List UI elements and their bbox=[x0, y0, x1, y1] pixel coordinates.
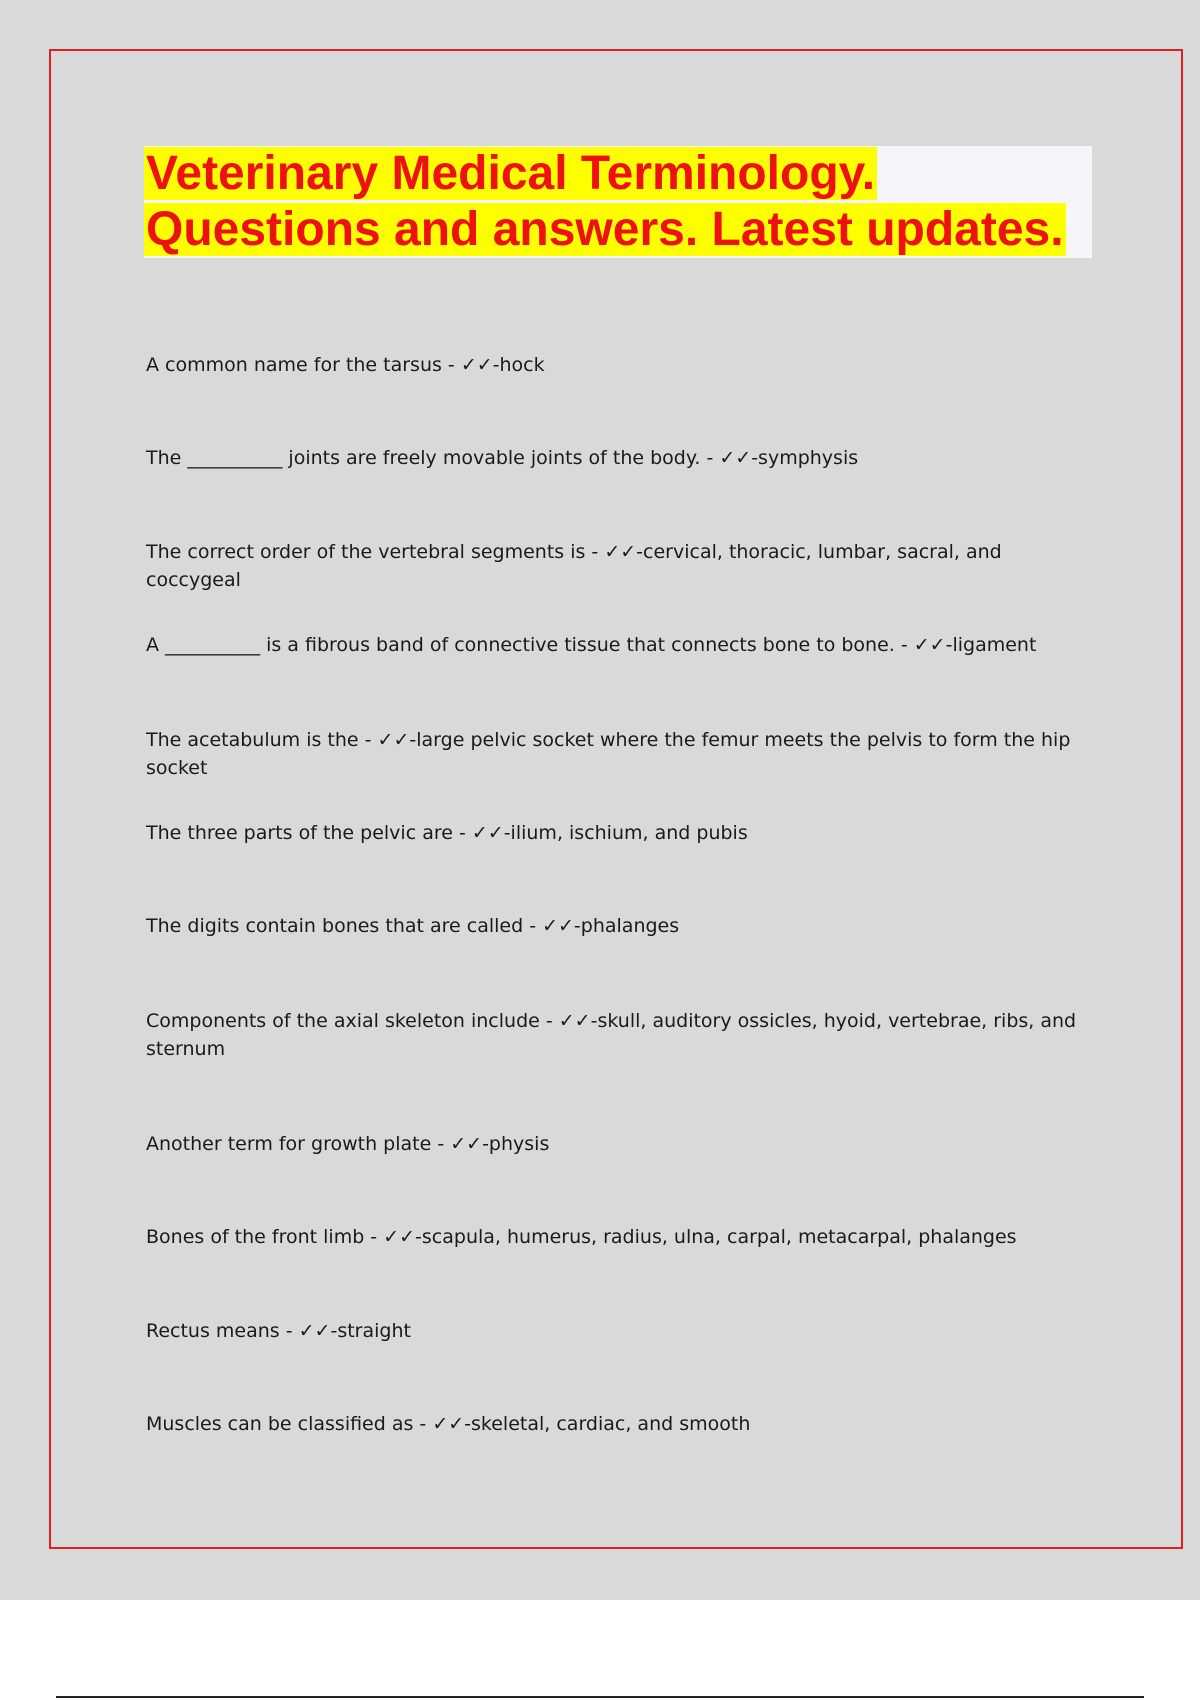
qa-item: The three parts of the pelvic are - ✓✓-ilium, ischium, and pubis bbox=[146, 822, 748, 844]
qa-item: A common name for the tarsus - ✓✓-hock bbox=[146, 354, 545, 376]
title-line-2-text: Questions and answers. Latest updates. bbox=[146, 203, 1064, 256]
qa-item: A __________ is a fibrous band of connective tissue that connects bone to bone. - ✓✓-ligament bbox=[146, 634, 1037, 656]
title-line-1-text: Veterinary Medical Terminology. bbox=[146, 147, 876, 200]
title-line-1 bbox=[144, 146, 877, 202]
qa-item: Components of the axial skeleton include - ✓✓-skull, auditory ossicles, hyoid, vertebrae, ribs, and sternum bbox=[146, 1010, 1077, 1060]
qa-item: The __________ joints are freely movable joints of the body. - ✓✓-symphysis bbox=[146, 447, 859, 469]
document-title bbox=[144, 146, 1092, 258]
bottom-rule bbox=[56, 1696, 1144, 1698]
qa-item: The digits contain bones that are called - ✓✓-phalanges bbox=[146, 915, 680, 937]
title-line-2 bbox=[144, 202, 1066, 258]
qa-item: The correct order of the vertebral segments is - ✓✓-cervical, thoracic, lumbar, sacral, and coccygeal bbox=[146, 541, 1002, 591]
qa-item: Bones of the front limb - ✓✓-scapula, humerus, radius, ulna, carpal, metacarpal, phalanges bbox=[146, 1226, 1017, 1248]
qa-item: The acetabulum is the - ✓✓-large pelvic socket where the femur meets the pelvis to form the hip socket bbox=[146, 729, 1071, 779]
qa-item: Rectus means - ✓✓-straight bbox=[146, 1320, 411, 1342]
qa-item: Another term for growth plate - ✓✓-physis bbox=[146, 1133, 550, 1155]
qa-item: Muscles can be classified as - ✓✓-skeletal, cardiac, and smooth bbox=[146, 1413, 751, 1435]
